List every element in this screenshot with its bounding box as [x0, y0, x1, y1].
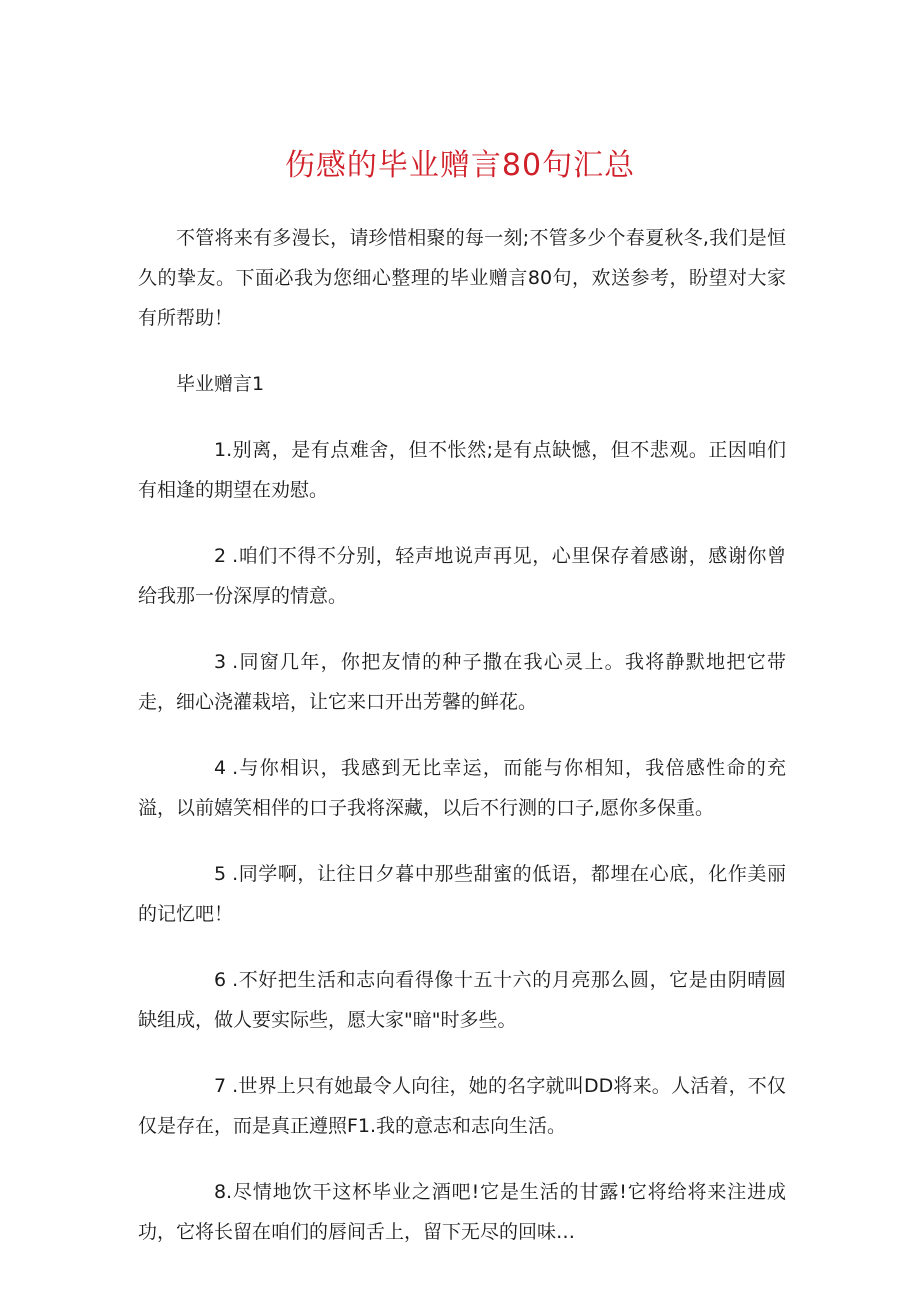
- item-number: 8: [214, 1181, 227, 1203]
- item-number: 2 .: [214, 545, 239, 567]
- item-number: 4 .: [214, 757, 239, 779]
- item-text: .尽情地饮干这杯毕业之酒吧!它是生活的甘露!它将给将来注进成功，它将长留在咱们的唇间舌上，留下无尽的回味…: [138, 1181, 786, 1243]
- item-number: 6 .: [214, 969, 239, 991]
- item-text: 咱们不得不分别，轻声地说声再见，心里保存着感谢，感谢你曾给我那一份深厚的情意。: [138, 545, 786, 607]
- item-number: 3 .: [214, 651, 239, 673]
- item-text: 同窗几年，你把友情的种子撒在我心灵上。我将静默地把它带走，细心浇灌栽培，让它来口开出芳馨的鲜花。: [138, 651, 786, 713]
- document-body: [138, 218, 786, 1278]
- list-item: [138, 642, 786, 722]
- list-item: [138, 748, 786, 828]
- item-number: 5 .: [214, 863, 239, 885]
- intro-paragraph: 不管将来有多漫长，请珍惜相聚的每一刻;不管多少个春夏秋冬,我们是恒久的挚友。下面必我为您细心整理的毕业赠言80句，欢送参考，盼望对大家有所帮助！: [138, 227, 786, 329]
- item-text: 世界上只有她最令人向往，她的名字就叫DD将来。人活着，不仅仅是存在，而是真正遵照F1.我的意志和志向生活。: [138, 1075, 786, 1137]
- document-title: 伤感的毕业赠言80句汇总: [284, 148, 636, 183]
- item-text: 不好把生活和志向看得像十五十六的月亮那么圆，它是由阴晴圆缺组成，做人要实际些，愿大家"暗"时多些。: [138, 969, 786, 1031]
- list-item: [138, 1066, 786, 1146]
- item-number: 1.: [214, 439, 233, 461]
- list-item: [138, 430, 786, 510]
- item-text: 与你相识，我感到无比幸运，而能与你相知，我倍感性命的充溢，以前嬉笑相伴的口子我将深藏，以后不行测的口子,愿你多保重。: [138, 757, 786, 819]
- list-item: [138, 536, 786, 616]
- section-heading: 毕业赠言1: [176, 373, 265, 395]
- list-item: [138, 854, 786, 934]
- item-text: 别离，是有点难舍，但不怅然;是有点缺憾，但不悲观。正因咱们有相逢的期望在劝慰。: [138, 439, 786, 501]
- item-text: 同学啊，让往日夕暮中那些甜蜜的低语，都埋在心底，化作美丽的记忆吧！: [138, 863, 786, 925]
- list-item: [138, 1172, 786, 1252]
- list-item: [138, 960, 786, 1040]
- item-number: 7 .: [214, 1075, 239, 1097]
